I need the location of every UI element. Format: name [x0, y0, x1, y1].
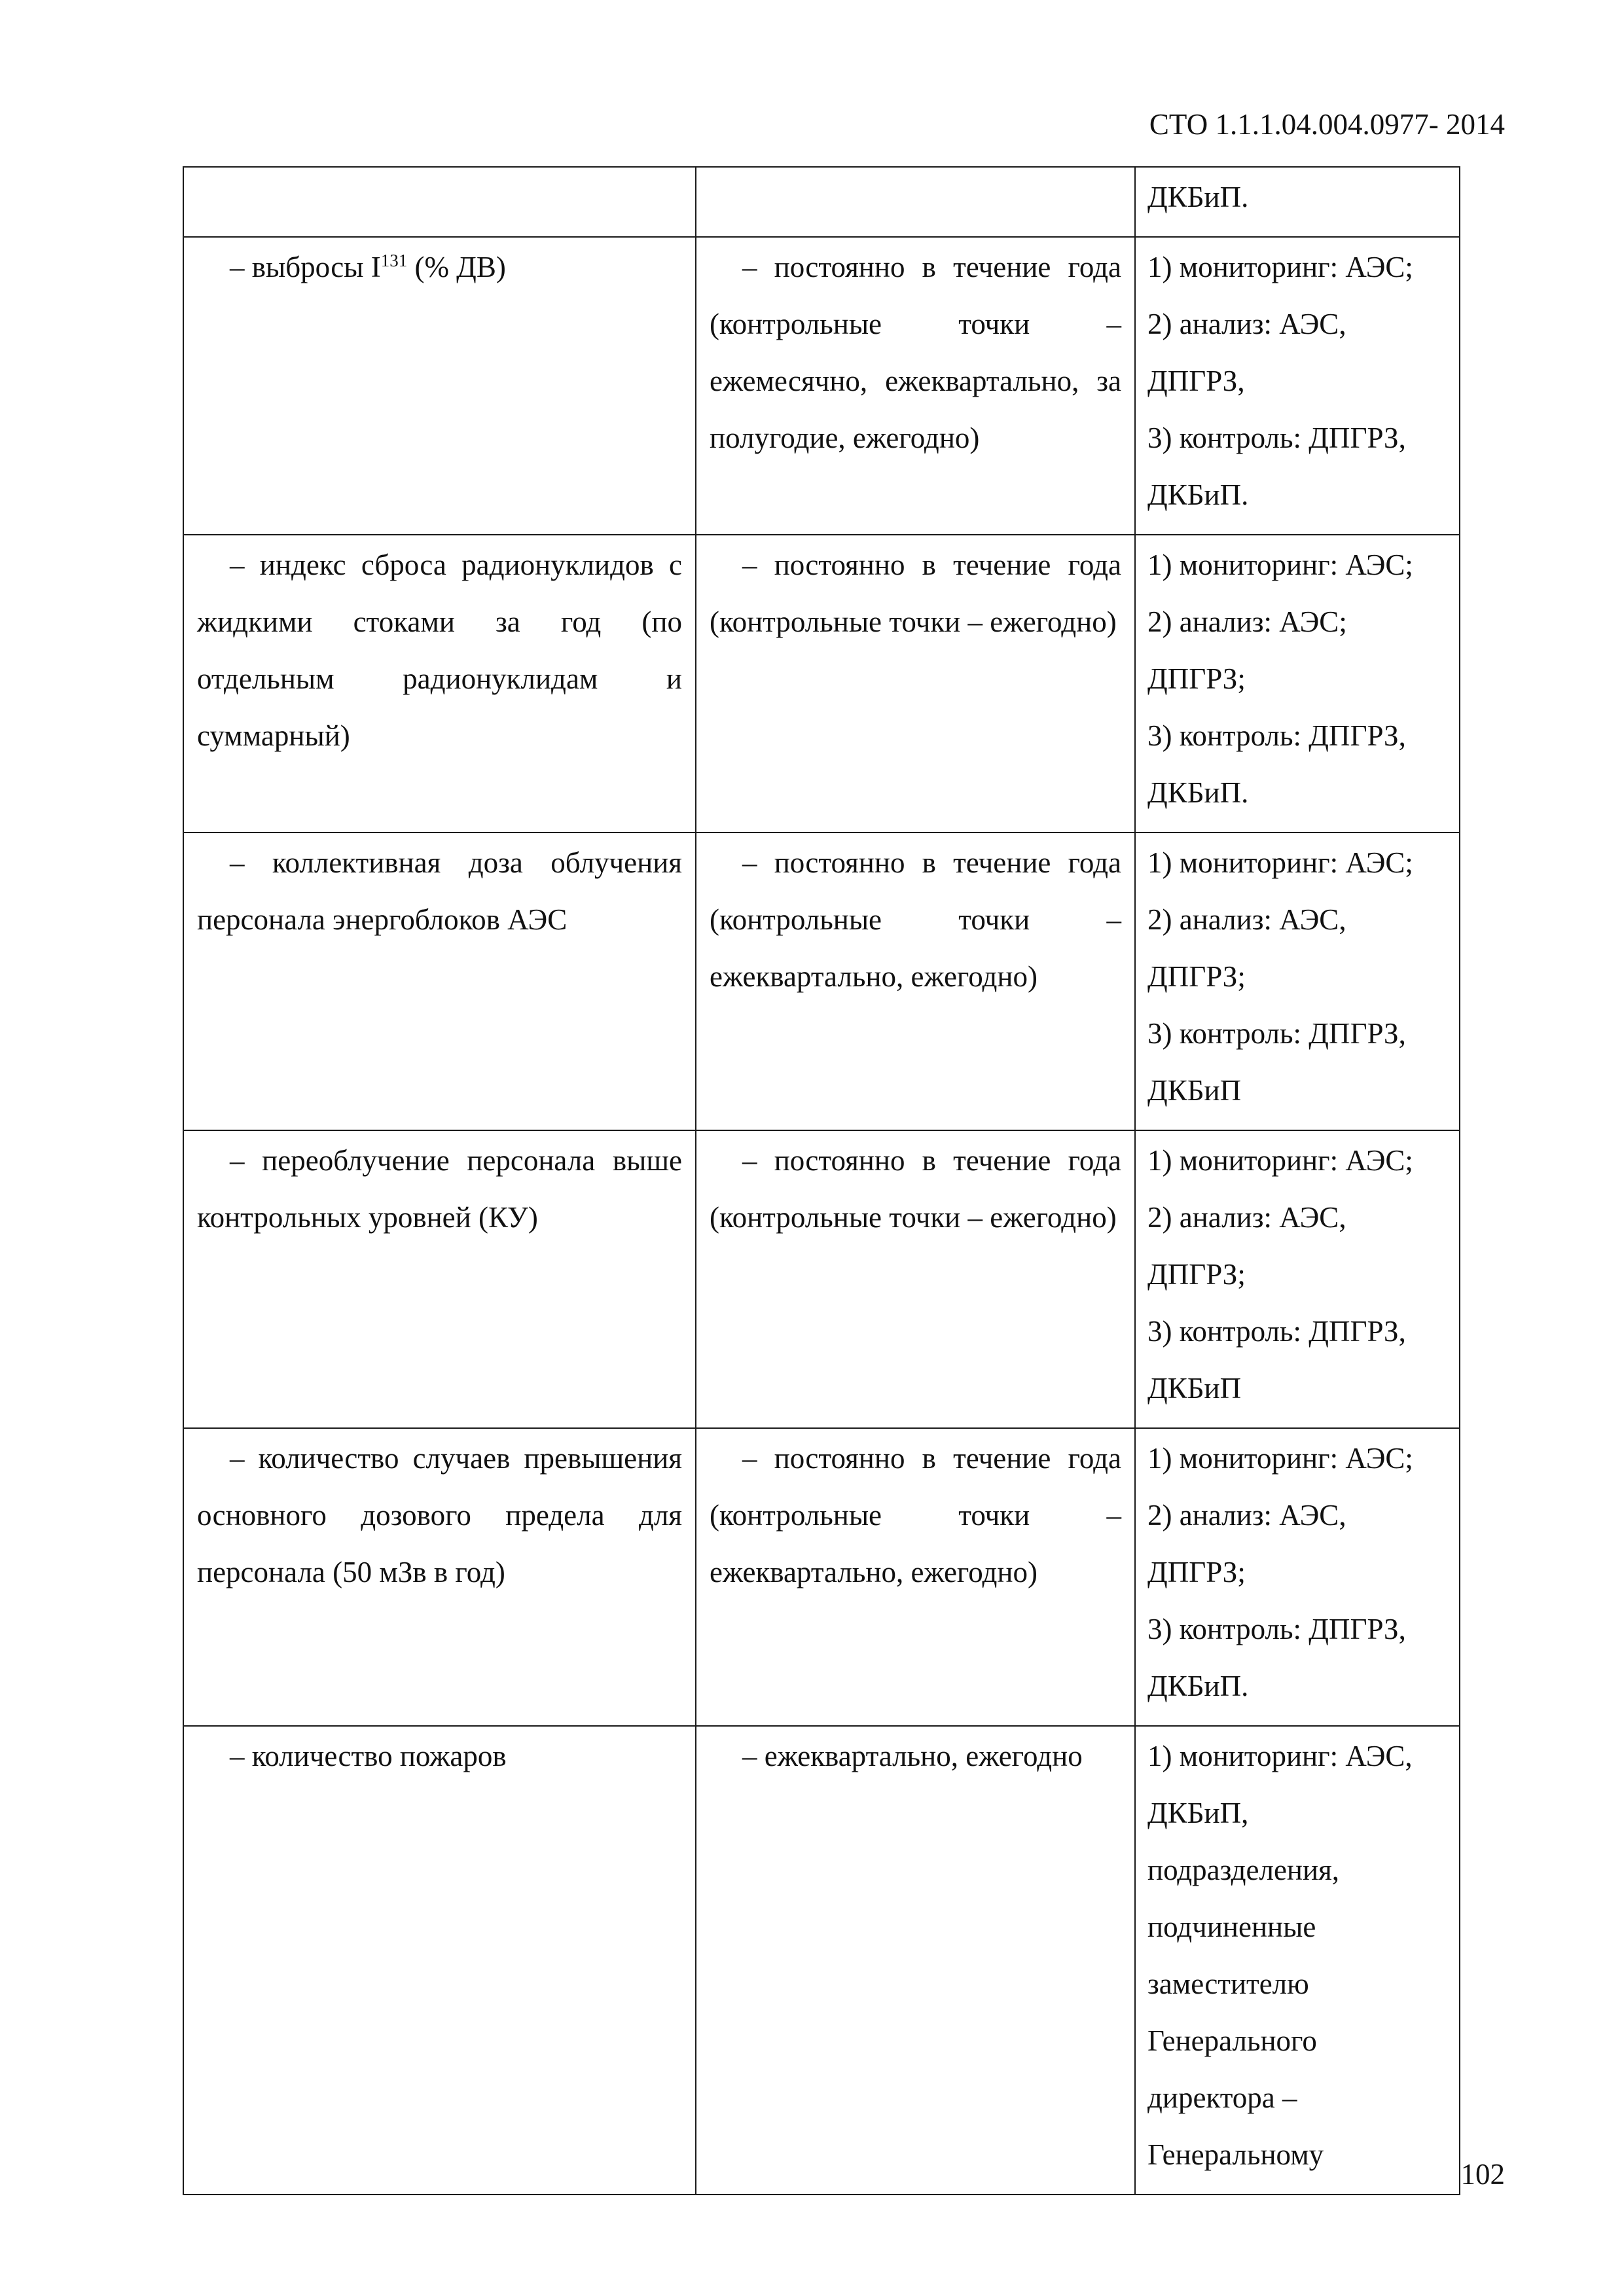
cell-indicator: – количество пожаров [183, 1726, 696, 2195]
responsible-line: 1) мониторинг: АЭС; [1147, 846, 1413, 879]
responsible-line: 1) мониторинг: АЭС; [1147, 548, 1413, 581]
table-row [183, 1130, 1460, 1428]
responsible-line: ДПГРЗ, [1147, 365, 1245, 397]
cell-responsible [1135, 535, 1460, 833]
responsible-line: 3) контроль: ДПГРЗ, [1147, 1315, 1406, 1348]
responsible-line: 3) контроль: ДПГРЗ, [1147, 1613, 1406, 1645]
page-number: 102 [1460, 2158, 1505, 2191]
responsible-line: подразделения, [1147, 1854, 1340, 1886]
cell-indicator: – количество случаев превышения основного дозового предела для персонала (50 мЗв в год) [183, 1428, 696, 1726]
cell-indicator: – индекс сброса радионуклидов с жидкими стоками за год (по отдельным радионуклидам и суммарный) [183, 535, 696, 833]
cell-responsible [1135, 237, 1460, 535]
responsible-line: 3) контроль: ДПГРЗ, [1147, 422, 1406, 454]
responsible-line: ДКБиП. [1147, 478, 1249, 511]
responsible-line: ДКБиП. [1147, 776, 1249, 809]
table-row [183, 1726, 1460, 2195]
responsible-line: 1) мониторинг: АЭС, [1147, 1740, 1413, 1772]
responsible-line: 3) контроль: ДПГРЗ, [1147, 1017, 1406, 1050]
responsible-line: 2) анализ: АЭС, [1147, 903, 1346, 936]
cell-indicator: – выбросы $I^{131}$ (% ДВ) [183, 237, 696, 535]
cell-period [696, 167, 1135, 237]
responsible-line: 1) мониторинг: АЭС; [1147, 1442, 1413, 1475]
responsible-line: ДПГРЗ; [1147, 960, 1246, 993]
responsible-line: 3) контроль: ДПГРЗ, [1147, 719, 1406, 752]
responsible-line: ДКБиП [1147, 1074, 1242, 1107]
cell-responsible [1135, 833, 1460, 1130]
responsible-line: директора – [1147, 2081, 1297, 2114]
cell-responsible [1135, 1130, 1460, 1428]
cell-period: – ежеквартально, ежегодно [696, 1726, 1135, 2195]
table-row-continued [183, 167, 1460, 237]
table-row [183, 535, 1460, 833]
responsible-line: ДПГРЗ; [1147, 1556, 1246, 1588]
responsible-line: Генерального [1147, 2024, 1317, 2057]
responsible-line: 1) мониторинг: АЭС; [1147, 1144, 1413, 1177]
responsible-line: ДКБиП [1147, 1372, 1242, 1405]
cell-period: – постоянно в течение года (контрольные точки – ежегодно) [696, 1130, 1135, 1428]
cell-indicator: – коллективная доза облучения персонала энергоблоков АЭС [183, 833, 696, 1130]
cell-responsible [1135, 1428, 1460, 1726]
responsible-line: ДПГРЗ; [1147, 1258, 1246, 1291]
responsible-line: Генеральному [1147, 2138, 1324, 2171]
responsible-line: ДКБиП. [1147, 181, 1249, 213]
responsible-line: ДКБиП. [1147, 1670, 1249, 1702]
cell-period: – постоянно в течение года (контрольные точки – ежеквартально, ежегодно) [696, 833, 1135, 1130]
responsible-line: 2) анализ: АЭС, [1147, 1201, 1346, 1234]
responsibility-table [183, 166, 1460, 2195]
document-code: СТО 1.1.1.04.004.0977- 2014 [1149, 108, 1505, 141]
cell-period: – постоянно в течение года (контрольные точки – ежегодно) [696, 535, 1135, 833]
cell-period: – постоянно в течение года (контрольные точки – ежеквартально, ежегодно) [696, 1428, 1135, 1726]
table-row [183, 237, 1460, 535]
responsible-line: 2) анализ: АЭС; [1147, 605, 1347, 638]
responsible-line: подчиненные [1147, 1910, 1316, 1943]
responsible-line: ДКБиП, [1147, 1797, 1249, 1829]
responsible-line: 2) анализ: АЭС, [1147, 1499, 1346, 1532]
responsible-line: заместителю [1147, 1967, 1309, 2000]
cell-period: – постоянно в течение года (контрольные точки – ежемесячно, ежеквартально, за полугодие, ежегодно) [696, 237, 1135, 535]
table-row [183, 833, 1460, 1130]
cell-indicator: – переоблучение персонала выше контрольных уровней (КУ) [183, 1130, 696, 1428]
responsible-line: ДПГРЗ; [1147, 662, 1246, 695]
cell-responsible [1135, 167, 1460, 237]
cell-responsible [1135, 1726, 1460, 2195]
table-row [183, 1428, 1460, 1726]
isotope-superscript: 131 [380, 251, 408, 270]
cell-indicator [183, 167, 696, 237]
responsible-line: 1) мониторинг: АЭС; [1147, 251, 1413, 283]
responsible-line: 2) анализ: АЭС, [1147, 308, 1346, 340]
